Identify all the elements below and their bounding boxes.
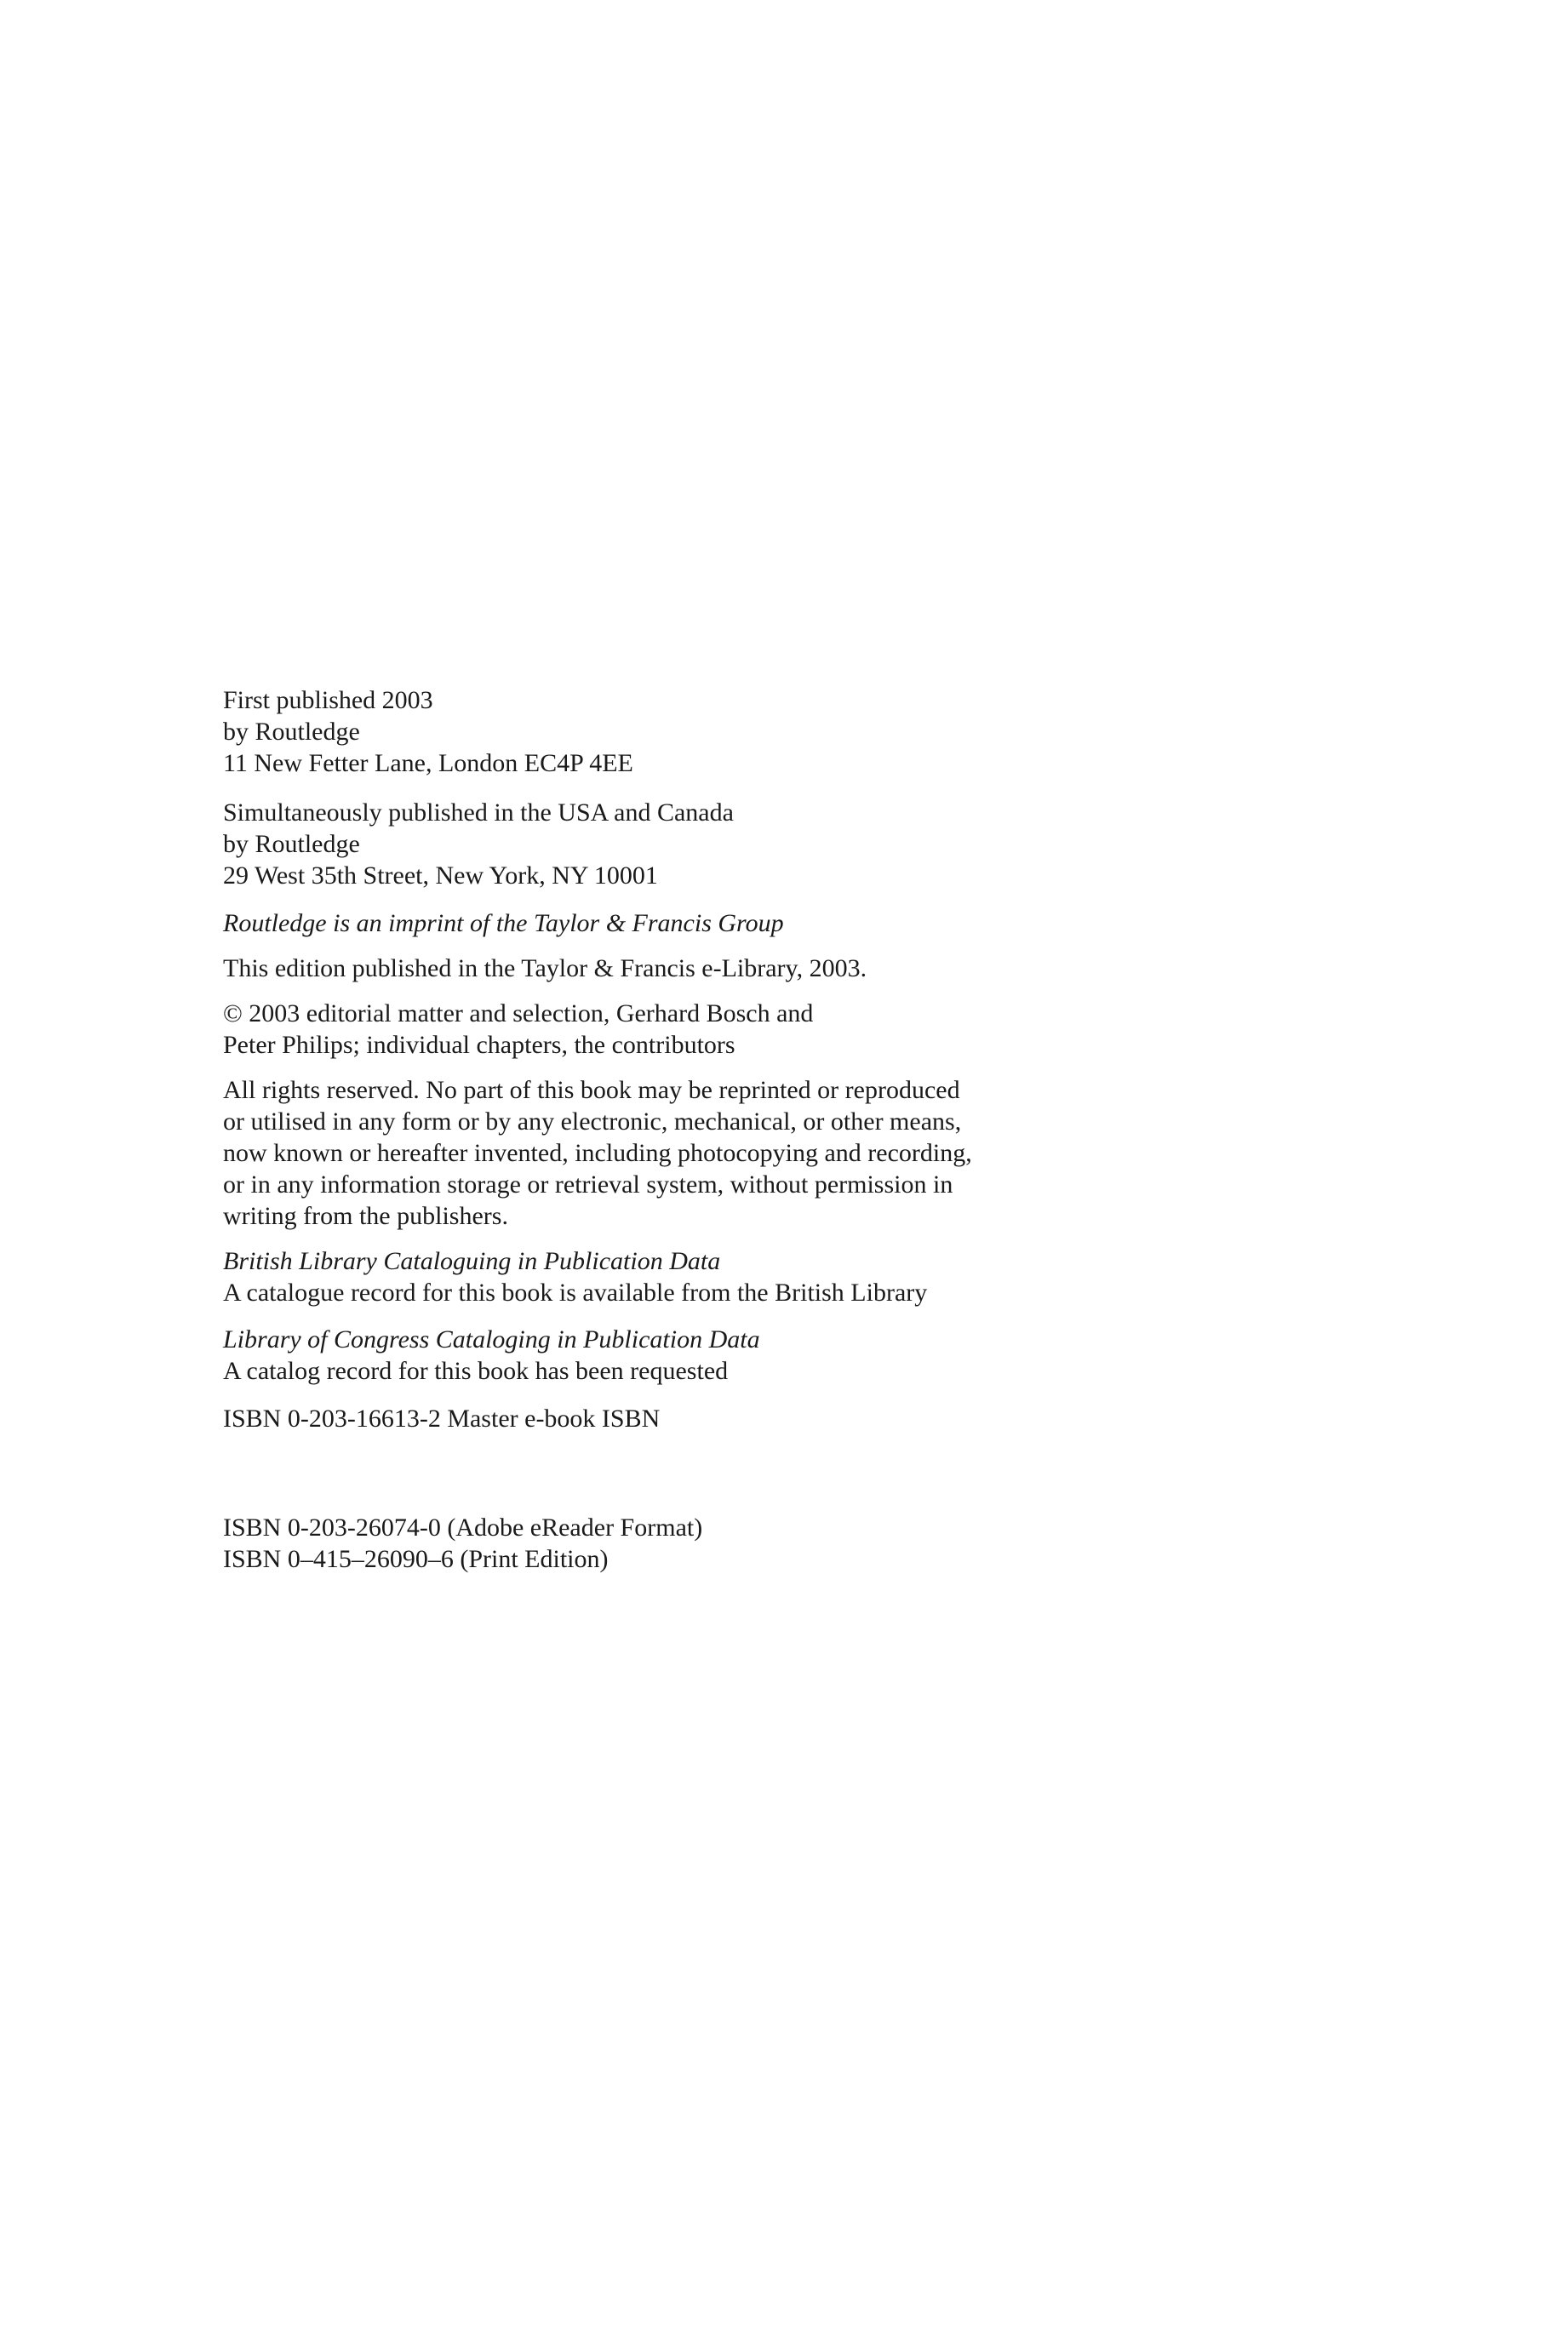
edition-statement: This edition published in the Taylor & Francis e-Library, 2003. xyxy=(223,954,867,982)
first-published-line: First published 2003 xyxy=(223,686,433,714)
isbn-master-ebook: ISBN 0-203-16613-2 Master e-book ISBN xyxy=(223,1405,661,1433)
isbn-print-edition: ISBN 0–415–26090–6 (Print Edition) xyxy=(223,1545,609,1573)
simultaneous-publication-block xyxy=(223,797,1330,891)
rights-reserved-block xyxy=(223,1074,1330,1232)
isbn-master-block xyxy=(223,1403,1330,1434)
isbn-adobe-ereader: ISBN 0-203-26074-0 (Adobe eReader Format) xyxy=(223,1514,703,1542)
rights-line: now known or hereafter invented, including photocopying and recording, xyxy=(223,1139,972,1167)
imprint-block xyxy=(223,907,1330,939)
rights-line: or in any information storage or retrieval system, without permission in xyxy=(223,1170,953,1199)
imprint-statement: Routledge is an imprint of the Taylor & Francis Group xyxy=(223,909,784,937)
copyright-line: Peter Philips; individual chapters, the contributors xyxy=(223,1031,735,1059)
library-of-congress-heading: Library of Congress Cataloging in Publication Data xyxy=(223,1325,760,1353)
british-library-cip-block xyxy=(223,1245,1330,1308)
rights-line: or utilised in any form or by any electronic, mechanical, or other means, xyxy=(223,1107,962,1136)
british-library-heading: British Library Cataloguing in Publication Data xyxy=(223,1247,721,1275)
copyright-line: © 2003 editorial matter and selection, Gerhard Bosch and xyxy=(223,999,814,1027)
isbn-other-block xyxy=(223,1512,1330,1575)
library-of-congress-cip-block xyxy=(223,1324,1330,1387)
publisher-name-line: by Routledge xyxy=(223,830,360,858)
publisher-address-uk: 11 New Fetter Lane, London EC4P 4EE xyxy=(223,749,633,777)
publisher-name-line: by Routledge xyxy=(223,718,360,746)
rights-line: writing from the publishers. xyxy=(223,1202,508,1230)
rights-line: All rights reserved. No part of this book may be reprinted or reproduced xyxy=(223,1076,960,1104)
publisher-address-us: 29 West 35th Street, New York, NY 10001 xyxy=(223,861,658,890)
library-of-congress-text: A catalog record for this book has been requested xyxy=(223,1357,729,1385)
edition-block xyxy=(223,953,1330,984)
british-library-text: A catalogue record for this book is available from the British Library xyxy=(223,1279,928,1307)
copyright-block xyxy=(223,998,1330,1061)
first-published-block xyxy=(223,684,1330,779)
simultaneous-line: Simultaneously published in the USA and Canada xyxy=(223,798,734,827)
